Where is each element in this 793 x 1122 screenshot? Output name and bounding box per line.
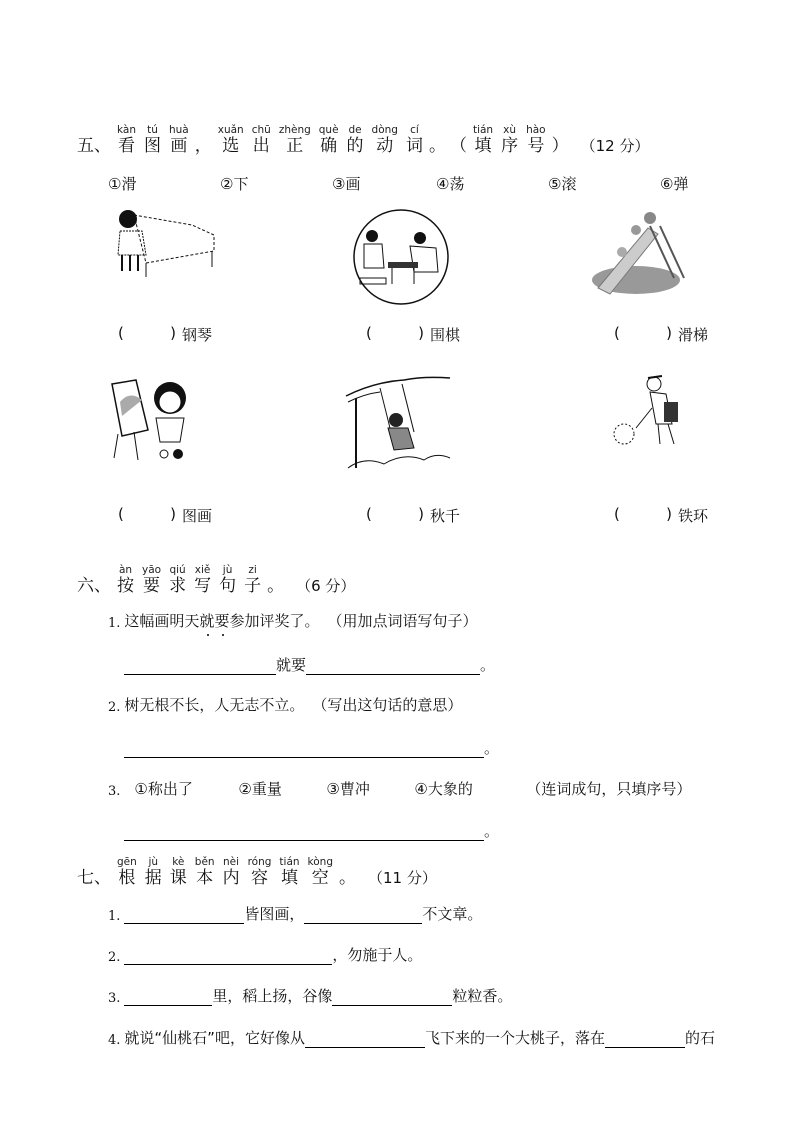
answer-word: 滑梯 <box>678 326 709 344</box>
fill-blank[interactable] <box>304 906 422 924</box>
answer-item-swing <box>366 505 460 526</box>
answer-blank[interactable]: ( ) <box>118 324 176 342</box>
pinyin-char: tián 填 <box>472 124 494 156</box>
comma: ， <box>194 136 212 156</box>
option-2: ②下 <box>220 175 249 193</box>
question-6-2 <box>108 694 462 715</box>
period: 。 <box>484 822 500 840</box>
question-text: 里，稻上扬，谷像 <box>212 987 333 1005</box>
question-text: 飞下来的一个大桃子，落在 <box>424 1029 605 1047</box>
question-7-4 <box>108 1027 715 1048</box>
pinyin-char: běn 本 <box>194 856 215 888</box>
question-text: 就说“仙桃石”吧，它好像从 <box>124 1029 305 1047</box>
fill-blank[interactable] <box>124 947 332 965</box>
pinyin-char: tián 填 <box>279 856 300 888</box>
word-option: ③曹冲 <box>326 780 370 798</box>
section-score: （12 分） <box>580 137 650 155</box>
question-7-3 <box>108 985 512 1006</box>
fill-blank[interactable] <box>124 988 212 1006</box>
word-option: ①称出了 <box>134 780 193 798</box>
answer-blank[interactable]: ( ) <box>118 505 176 523</box>
pinyin-char: jù 据 <box>144 856 162 888</box>
option-4: ④荡 <box>436 175 465 193</box>
question-number: 2. <box>108 700 121 715</box>
fill-blank[interactable] <box>124 657 276 675</box>
pinyin-char: kòng 空 <box>307 856 333 888</box>
answer-item-slide <box>614 324 708 345</box>
pinyin-char: hào 号 <box>526 124 546 156</box>
paren-close: ） <box>551 136 569 156</box>
pinyin-char: qiú 求 <box>169 564 187 596</box>
emphasized-char: 要 <box>214 612 230 630</box>
question-number: 1. <box>108 616 121 631</box>
period: 。 <box>480 656 496 674</box>
pinyin-char: què 确 <box>318 124 339 156</box>
answer-line-6-1 <box>124 654 495 675</box>
answer-item-go <box>366 324 460 345</box>
go-players-illustration <box>352 208 452 306</box>
pinyin-char: dòng 动 <box>371 124 398 156</box>
pinyin-char: cí 词 <box>405 124 423 156</box>
answer-word: 秋千 <box>430 507 461 525</box>
question-text: 这幅画明天 <box>124 612 200 630</box>
period: 。 <box>484 739 500 757</box>
answer-blank[interactable]: ( ) <box>366 324 424 342</box>
section-score: （11 分） <box>367 869 437 887</box>
option-6: ⑥弹 <box>660 175 689 193</box>
question-number: 1. <box>108 909 121 924</box>
girl-painting-illustration <box>108 372 193 462</box>
question-6-3 <box>108 778 691 799</box>
instruction: （用加点词语写句子） <box>327 612 478 630</box>
instruction: （写出这句话的意思） <box>312 696 463 714</box>
answer-item-painting <box>118 505 212 526</box>
section-number: 五、 <box>77 136 111 156</box>
boy-rolling-hoop-illustration <box>608 372 698 452</box>
section-5-heading <box>75 124 649 156</box>
answer-line-6-2 <box>124 737 499 758</box>
fill-blank[interactable] <box>332 988 452 1006</box>
section-6-heading <box>75 564 355 596</box>
question-number: 4. <box>108 1033 121 1048</box>
pinyin-char: yāo 要 <box>142 564 162 596</box>
question-number: 3. <box>108 991 121 1006</box>
answer-blank[interactable]: ( ) <box>614 505 672 523</box>
pinyin-char: róng 容 <box>247 856 272 888</box>
question-number: 2. <box>108 950 121 965</box>
period: 。 <box>267 576 285 596</box>
question-text: 参加评奖了。 <box>229 612 320 630</box>
answer-line-6-3 <box>124 820 499 841</box>
option-1: ①滑 <box>108 175 137 193</box>
answer-word: 铁环 <box>678 507 709 525</box>
section-number: 六、 <box>77 576 111 596</box>
fill-blank[interactable] <box>306 657 480 675</box>
question-text: ，勿施于人。 <box>332 946 423 964</box>
question-text: 树无根不长，人无志不立。 <box>124 696 305 714</box>
fill-blank[interactable] <box>124 823 484 841</box>
question-7-2 <box>108 944 422 965</box>
pinyin-char: kè 课 <box>169 856 187 888</box>
question-6-1 <box>108 610 477 631</box>
answer-item-hoop <box>614 505 708 526</box>
section-number: 七、 <box>77 868 111 888</box>
question-text: 不文章。 <box>422 905 483 923</box>
answer-blank[interactable]: ( ) <box>614 324 672 342</box>
kids-on-slide-illustration <box>588 208 688 300</box>
fill-blank[interactable] <box>605 1030 685 1048</box>
answer-word: 围棋 <box>430 326 461 344</box>
fill-blank[interactable] <box>124 740 484 758</box>
question-text: 的石 <box>684 1029 715 1047</box>
pinyin-char: xuǎn 选 <box>217 124 244 156</box>
option-5: ⑤滚 <box>548 175 577 193</box>
pinyin-char: zhèng 正 <box>278 124 311 156</box>
question-number: 3. <box>108 784 121 799</box>
pinyin-char: xiě 写 <box>194 564 212 596</box>
option-3: ③画 <box>332 175 361 193</box>
question-text: 皆图画， <box>244 905 305 923</box>
answer-word: 图画 <box>182 507 213 525</box>
emphasized-char: 就 <box>199 612 215 630</box>
section-7-heading <box>75 856 437 888</box>
answer-word: 钢琴 <box>182 326 213 344</box>
fill-blank[interactable] <box>124 906 244 924</box>
pinyin-char: tú 图 <box>144 124 161 156</box>
period: 。 <box>338 868 356 888</box>
answer-blank[interactable]: ( ) <box>366 505 424 523</box>
word-option: ②重量 <box>238 780 282 798</box>
pinyin-char: chū 出 <box>251 124 271 156</box>
pinyin-char: de 的 <box>346 124 364 156</box>
pinyin-char: xù 序 <box>501 124 519 156</box>
pinyin-char: àn 按 <box>117 564 134 596</box>
paren-open: （ <box>449 136 467 156</box>
child-on-swing-illustration <box>344 372 454 472</box>
period: 。 <box>428 136 446 156</box>
answer-item-piano <box>118 324 212 345</box>
word-option: ④大象的 <box>414 780 473 798</box>
pinyin-char: jù 句 <box>219 564 237 596</box>
question-7-1 <box>108 903 482 924</box>
piano-player-illustration <box>112 205 222 285</box>
section-score: （6 分） <box>296 577 356 595</box>
pinyin-char: kàn 看 <box>117 124 136 156</box>
pinyin-char: nèi 内 <box>222 856 240 888</box>
answer-connector: 就要 <box>276 656 307 674</box>
pinyin-char: gēn 根 <box>117 856 137 888</box>
instruction: （连词成句，只填序号） <box>526 780 692 798</box>
fill-blank[interactable] <box>305 1030 425 1048</box>
pinyin-char: huà 画 <box>169 124 189 156</box>
pinyin-char: zi 子 <box>244 564 262 596</box>
question-text: 粒粒香。 <box>452 987 513 1005</box>
